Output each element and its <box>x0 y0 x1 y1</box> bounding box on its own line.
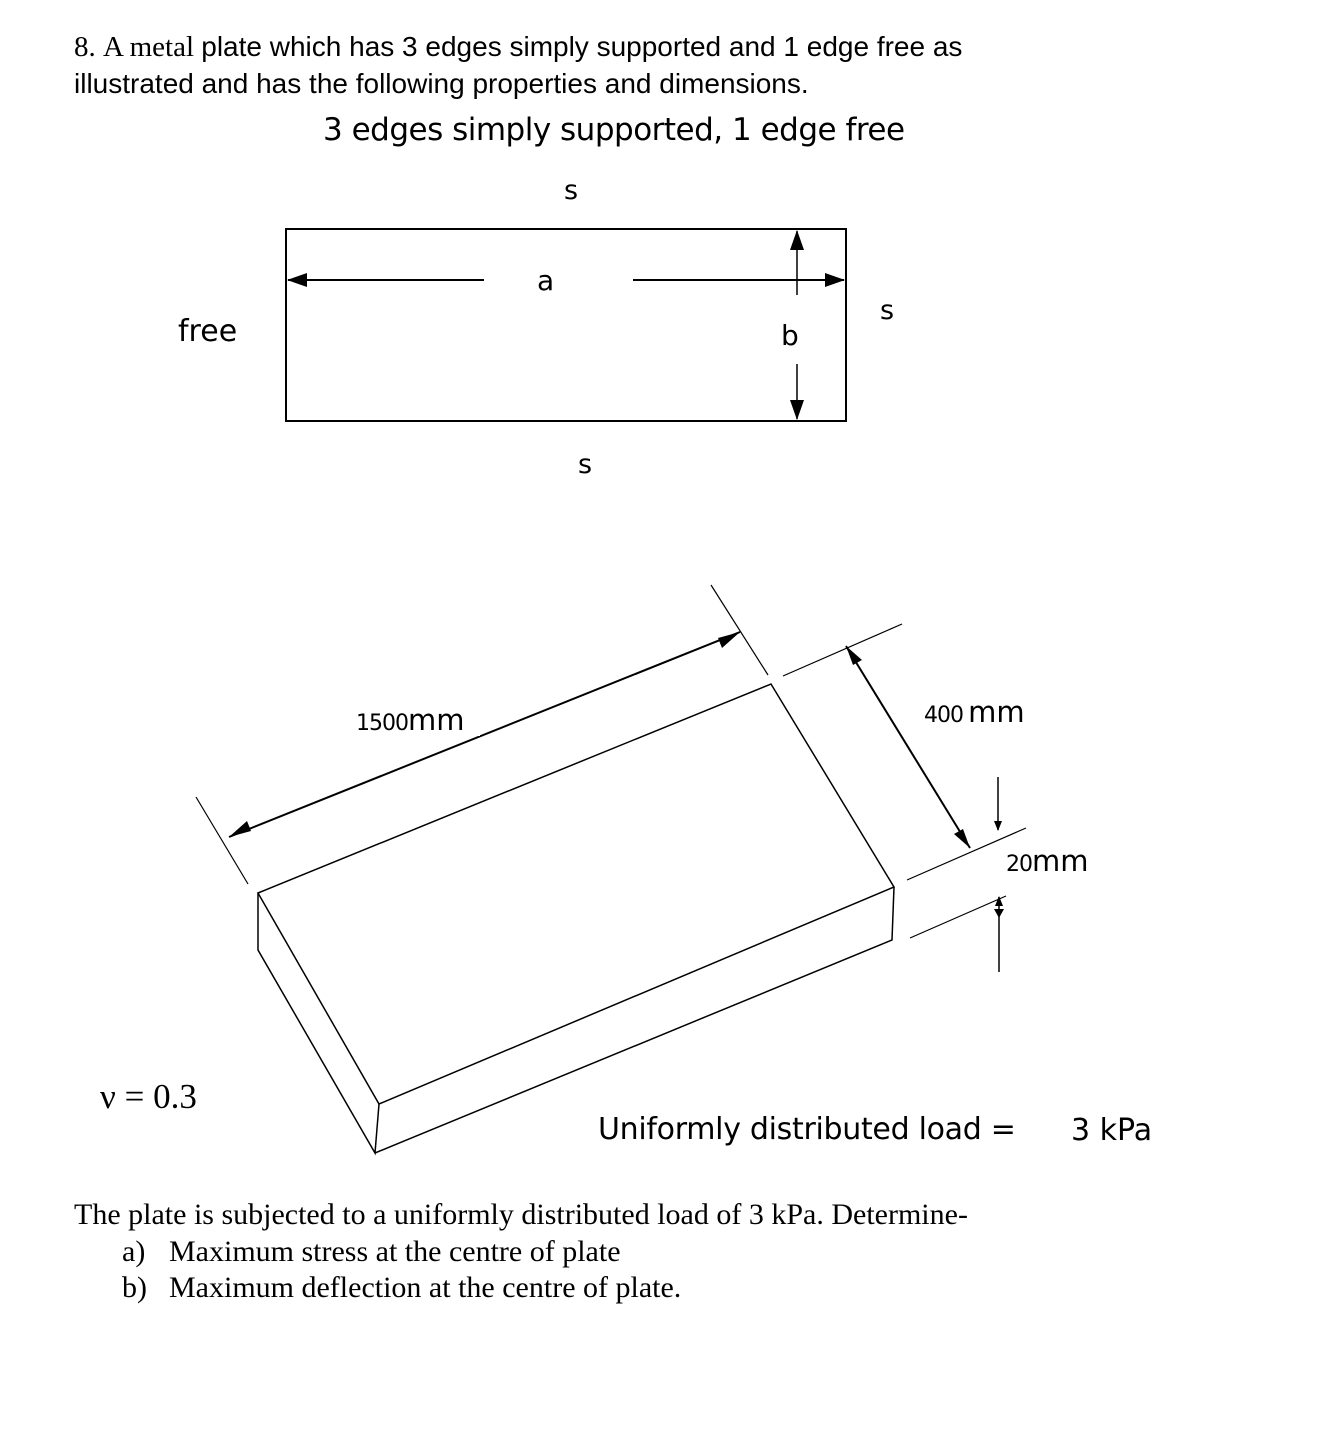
thickness-value: 20 <box>1006 852 1032 877</box>
question-line-2: illustrated and has the following properties and dimensions. <box>74 68 809 99</box>
bottom-edge-label: s <box>578 449 593 480</box>
width-unit: mm <box>968 695 1025 729</box>
load-label: Uniformly distributed load = <box>598 1112 1016 1147</box>
question-line-1-text: plate which has 3 edges simply supported and 1 edge free as <box>201 31 963 62</box>
free-edge-label: free <box>178 314 238 349</box>
poisson-ratio: ν = 0.3 <box>100 1077 197 1116</box>
right-edge-label: s <box>880 295 895 326</box>
dim-1500-line <box>229 632 740 837</box>
width-b-label: b <box>781 319 799 352</box>
part-a-text: Maximum stress at the centre of plate <box>169 1235 621 1268</box>
length-value: 1500 <box>356 711 408 736</box>
task-part-a <box>122 1235 621 1269</box>
question-number: 8. <box>74 31 96 63</box>
ext-line-20-bottom <box>910 896 1006 938</box>
part-b-text: Maximum deflection at the centre of plate. <box>169 1271 682 1304</box>
part-a-marker: a) <box>122 1235 146 1268</box>
ext-line-left <box>196 797 248 884</box>
plate-left-face <box>258 893 379 1153</box>
thickness-unit: mm <box>1032 844 1089 878</box>
width-dimension-label <box>924 695 1025 729</box>
ext-line-400-top <box>783 624 902 676</box>
task-statement: The plate is subjected to a uniformly distributed load of 3 kPa. Determine- <box>74 1198 968 1231</box>
length-dimension-label <box>356 703 465 737</box>
length-unit: mm <box>408 703 465 737</box>
dim-400-line <box>846 646 970 848</box>
task-part-b <box>122 1271 681 1305</box>
width-value: 400 <box>924 703 963 728</box>
part-b-marker: b) <box>122 1271 147 1304</box>
question-intro: A metal <box>103 31 195 63</box>
plan-plate-outline <box>286 229 846 421</box>
plate-top-face <box>258 684 894 1104</box>
figure-title: 3 edges simply supported, 1 edge free <box>323 112 905 148</box>
load-value: 3 kPa <box>1071 1113 1153 1148</box>
thickness-dimension-label <box>1006 844 1089 878</box>
ext-line-right <box>711 585 768 675</box>
length-a-label: a <box>537 264 555 297</box>
top-edge-label: s <box>564 175 579 206</box>
